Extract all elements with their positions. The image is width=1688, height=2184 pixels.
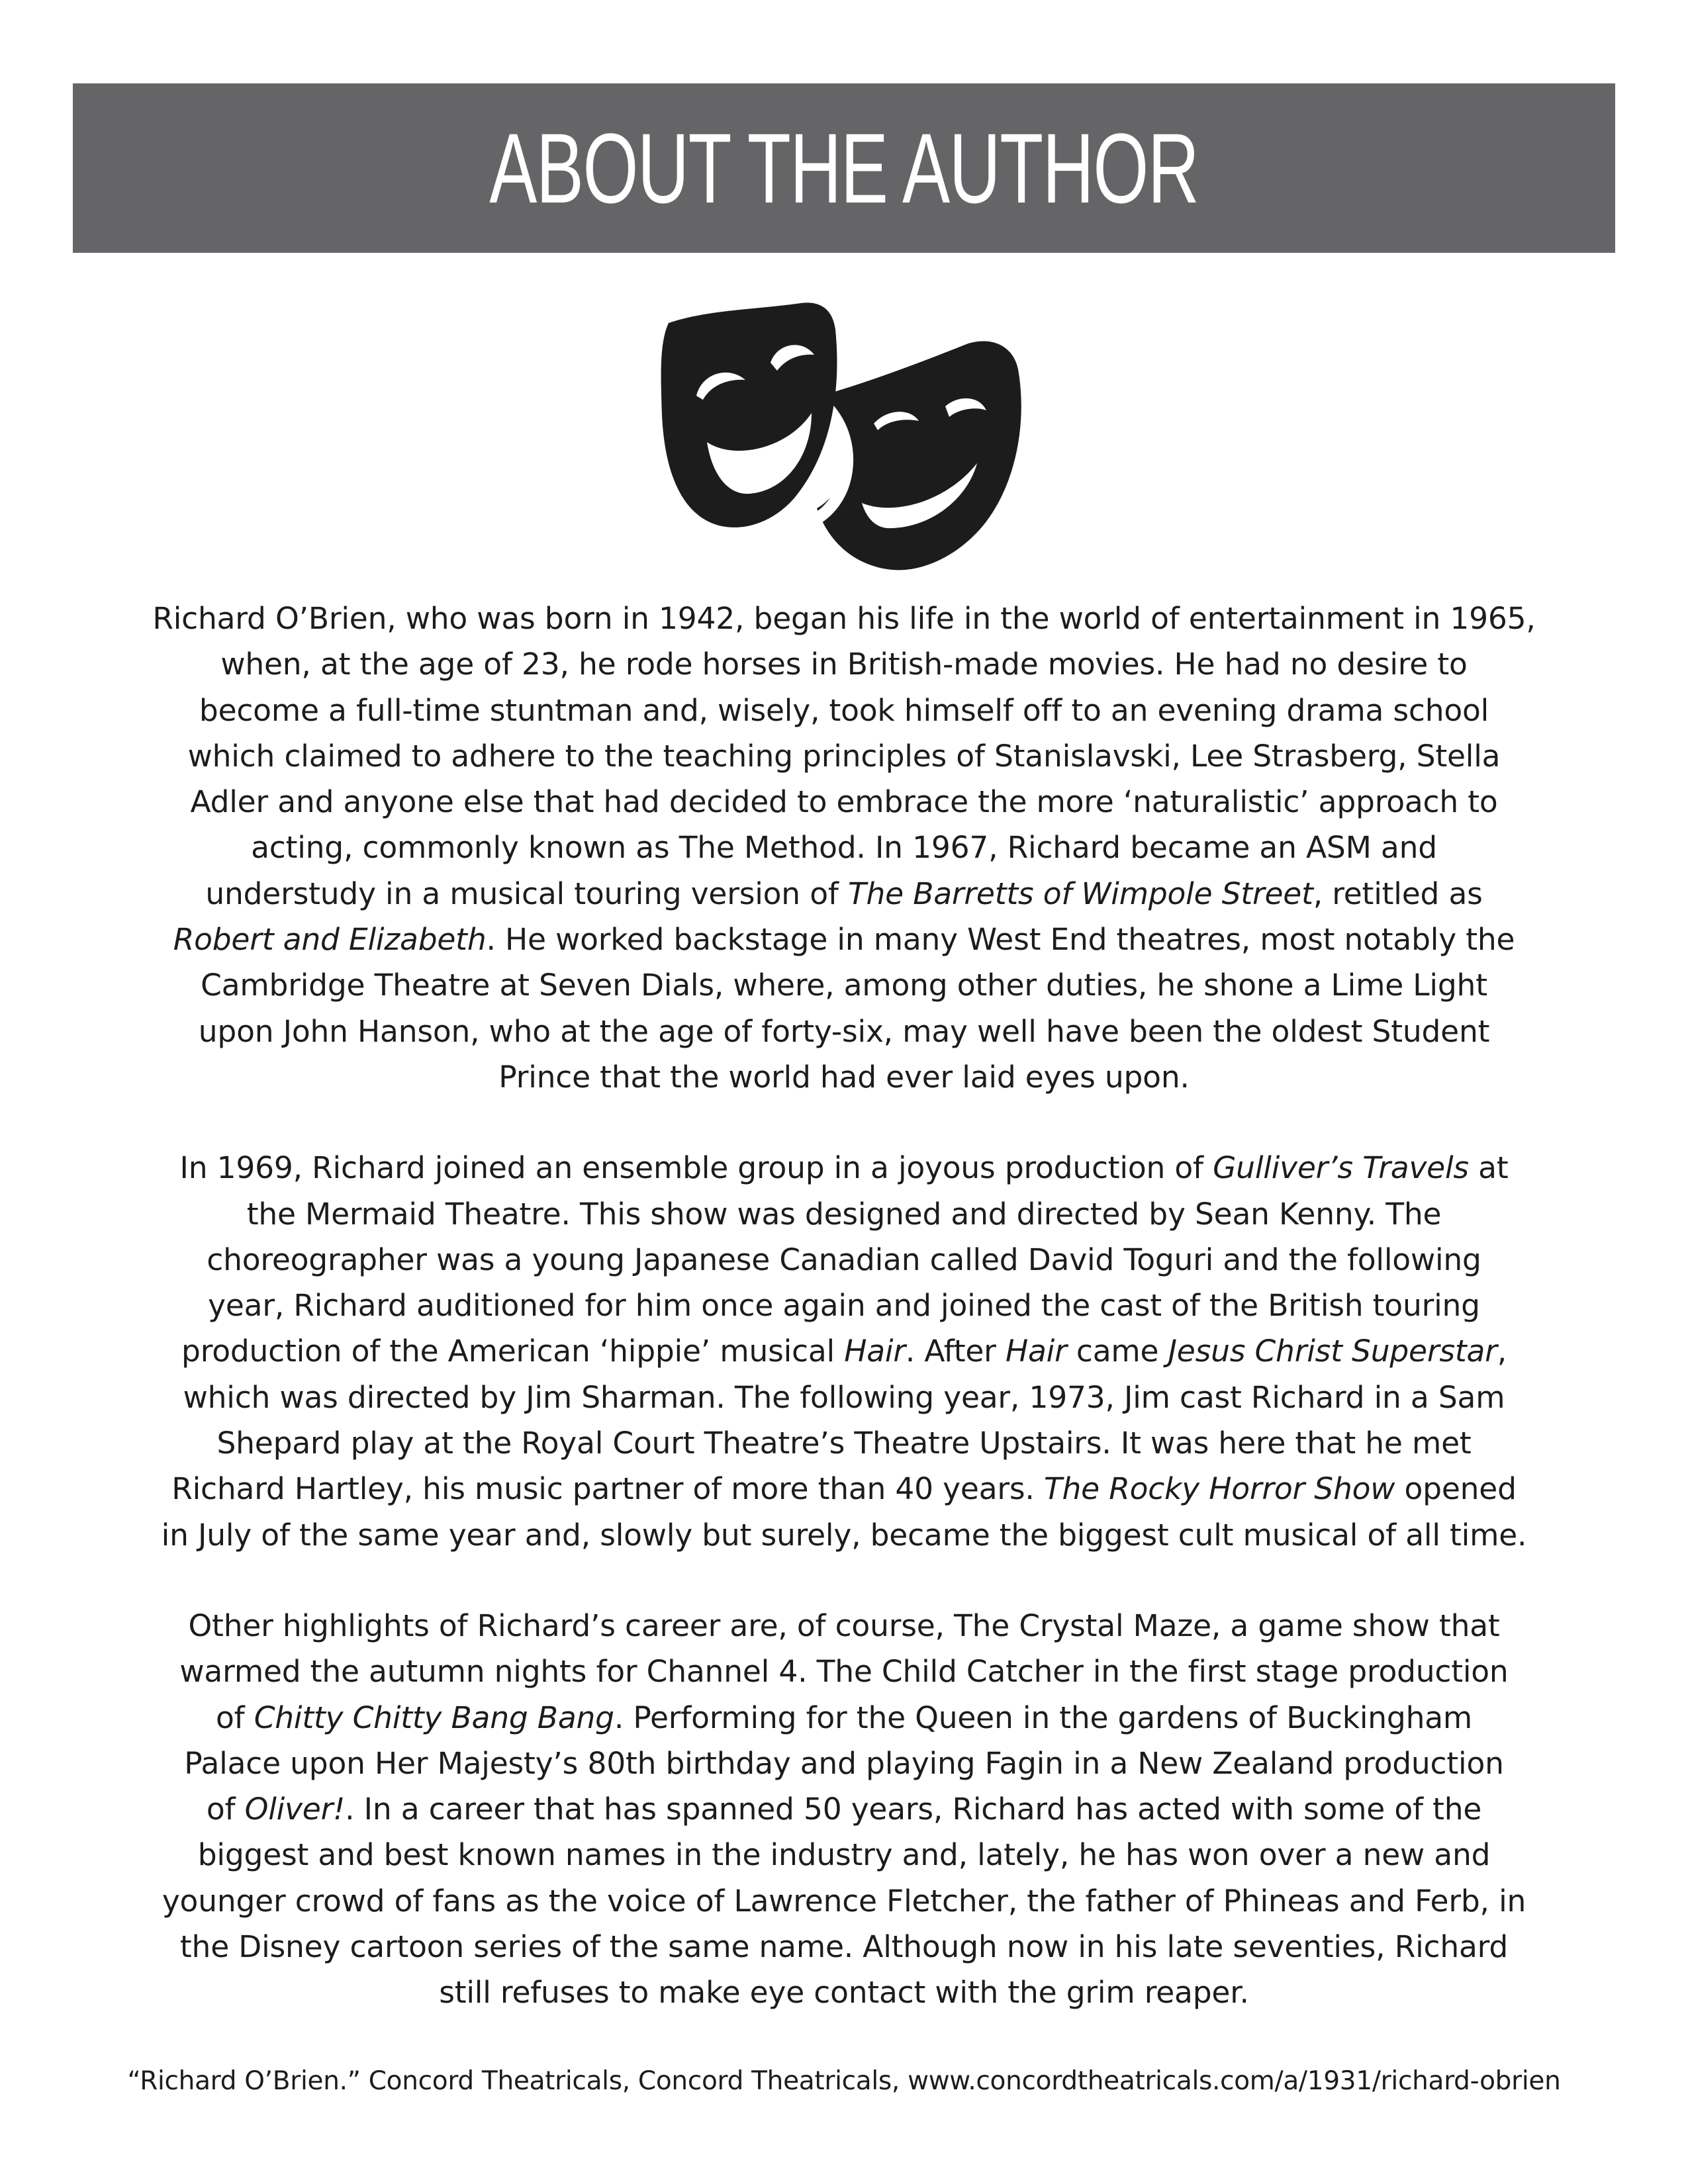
text-line bbox=[86, 1512, 1602, 1558]
text-line bbox=[86, 1603, 1602, 1649]
text-line bbox=[86, 688, 1602, 733]
text-line bbox=[86, 871, 1602, 917]
text-segment: Other highlights of Richard’s career are, of course, The Crystal Maze, a game show that bbox=[188, 1608, 1500, 1643]
text-segment: , bbox=[1497, 1334, 1507, 1369]
work-title: Oliver! bbox=[244, 1792, 346, 1827]
text-segment: which was directed by Jim Sharman. The following year, 1973, Jim cast Richard in a Sam bbox=[183, 1379, 1505, 1415]
text-line bbox=[86, 1970, 1602, 2015]
text-line bbox=[86, 1695, 1602, 1741]
text-segment: choreographer was a young Japanese Canadian called David Toguri and the following bbox=[207, 1242, 1481, 1277]
text-line bbox=[86, 1786, 1602, 1832]
theater-masks-icon bbox=[655, 283, 1039, 581]
text-line bbox=[86, 1420, 1602, 1466]
text-segment: came bbox=[1066, 1334, 1168, 1369]
text-line bbox=[86, 779, 1602, 825]
text-segment: Prince that the world had ever laid eyes upon. bbox=[498, 1059, 1190, 1095]
text-segment: , retitled as bbox=[1313, 876, 1483, 911]
text-segment: opened bbox=[1395, 1471, 1517, 1507]
text-line bbox=[86, 1466, 1602, 1512]
text-line bbox=[86, 1191, 1602, 1237]
text-line bbox=[86, 1054, 1602, 1100]
text-segment: Richard O’Brien, who was born in 1942, began his life in the world of entertainment in 1965, bbox=[152, 601, 1536, 636]
text-segment: which claimed to adhere to the teaching principles of Stanislavski, Lee Strasberg, Stella bbox=[187, 738, 1501, 774]
text-segment: still refuses to make eye contact with the grim reaper. bbox=[439, 1975, 1249, 2011]
text-segment: at bbox=[1468, 1150, 1509, 1186]
text-line bbox=[86, 917, 1602, 962]
text-segment: . He worked backstage in many West End theatres, most notably the bbox=[486, 922, 1515, 958]
text-segment: in July of the same year and, slowly but surely, became the biggest cult musical of all time. bbox=[161, 1517, 1527, 1553]
text-segment: understudy in a musical touring version of bbox=[205, 876, 848, 911]
work-title: Chitty Chitty Bang Bang bbox=[254, 1700, 614, 1735]
text-line bbox=[86, 733, 1602, 779]
text-segment: upon John Hanson, who at the age of forty-six, may well have been the oldest Student bbox=[198, 1013, 1490, 1049]
text-line bbox=[86, 596, 1602, 641]
text-line bbox=[86, 1832, 1602, 1878]
text-segment: the Mermaid Theatre. This show was designed and directed by Sean Kenny. The bbox=[246, 1196, 1442, 1232]
author-biography bbox=[86, 596, 1602, 2061]
work-title: Robert and Elizabeth bbox=[173, 922, 487, 958]
text-segment: acting, commonly known as The Method. In 1967, Richard became an ASM and bbox=[251, 830, 1437, 866]
text-line bbox=[86, 641, 1602, 687]
text-line bbox=[86, 1328, 1602, 1374]
text-line bbox=[86, 1283, 1602, 1328]
text-segment: Richard Hartley, his music partner of more than 40 years. bbox=[171, 1471, 1044, 1507]
source-citation: “Richard O’Brien.” Concord Theatricals, Concord Theatricals, www.concordtheatricals.com/a/1931/richard-obrien bbox=[127, 2066, 1561, 2096]
work-title: The Barretts of Wimpole Street bbox=[847, 876, 1313, 911]
text-segment: production of the American ‘hippie’ musical bbox=[181, 1334, 845, 1369]
text-segment: Shepard play at the Royal Court Theatre’s Theatre Upstairs. It was here that he met bbox=[216, 1426, 1472, 1461]
work-title: Hair bbox=[1005, 1334, 1067, 1369]
text-segment: the Disney cartoon series of the same name. Although now in his late seventies, Richard bbox=[179, 1929, 1509, 1965]
work-title: Gulliver’s Travels bbox=[1213, 1150, 1469, 1186]
page-title: ABOUT THE AUTHOR bbox=[489, 113, 1199, 224]
text-line bbox=[86, 1878, 1602, 1924]
text-segment: Cambridge Theatre at Seven Dials, where, among other duties, he shone a Lime Light bbox=[201, 968, 1487, 1003]
biography-paragraph bbox=[86, 596, 1602, 1100]
right-mask-shape bbox=[805, 341, 1021, 570]
left-mask-shape bbox=[661, 302, 837, 527]
text-line bbox=[86, 1009, 1602, 1054]
work-title: Jesus Christ Superstar bbox=[1168, 1334, 1497, 1369]
text-line bbox=[86, 962, 1602, 1008]
text-segment: younger crowd of fans as the voice of Lawrence Fletcher, the father of Phineas and Ferb, in bbox=[162, 1883, 1526, 1919]
text-segment: of bbox=[215, 1700, 254, 1735]
text-line bbox=[86, 1237, 1602, 1283]
work-title: Hair bbox=[844, 1334, 906, 1369]
text-line bbox=[86, 825, 1602, 870]
text-segment: year, Richard auditioned for him once again and joined the cast of the British touring bbox=[208, 1288, 1480, 1324]
text-segment: In 1969, Richard joined an ensemble group in a joyous production of bbox=[179, 1150, 1213, 1186]
biography-paragraph bbox=[86, 1145, 1602, 1558]
text-segment: biggest and best known names in the industry and, lately, he has won over a new and bbox=[197, 1837, 1491, 1873]
work-title: The Rocky Horror Show bbox=[1043, 1471, 1395, 1507]
text-segment: Palace upon Her Majesty’s 80th birthday and playing Fagin in a New Zealand production bbox=[184, 1745, 1504, 1781]
text-line bbox=[86, 1649, 1602, 1694]
text-segment: . After bbox=[905, 1334, 1006, 1369]
text-line bbox=[86, 1375, 1602, 1420]
biography-paragraph bbox=[86, 1603, 1602, 2016]
text-line bbox=[86, 1924, 1602, 1970]
text-line bbox=[86, 1741, 1602, 1786]
text-segment: . Performing for the Queen in the gardens of Buckingham bbox=[614, 1700, 1473, 1735]
text-segment: warmed the autumn nights for Channel 4. The Child Catcher in the first stage production bbox=[179, 1654, 1509, 1690]
text-line bbox=[86, 1145, 1602, 1191]
text-segment: of bbox=[206, 1792, 245, 1827]
title-banner bbox=[73, 83, 1615, 253]
text-segment: Adler and anyone else that had decided to embrace the more ‘naturalistic’ approach to bbox=[190, 784, 1498, 820]
text-segment: become a full-time stuntman and, wisely, took himself off to an evening drama school bbox=[199, 692, 1489, 728]
text-segment: . In a career that has spanned 50 years, Richard has acted with some of the bbox=[345, 1792, 1482, 1827]
text-segment: when, at the age of 23, he rode horses in British-made movies. He had no desire to bbox=[220, 647, 1468, 682]
